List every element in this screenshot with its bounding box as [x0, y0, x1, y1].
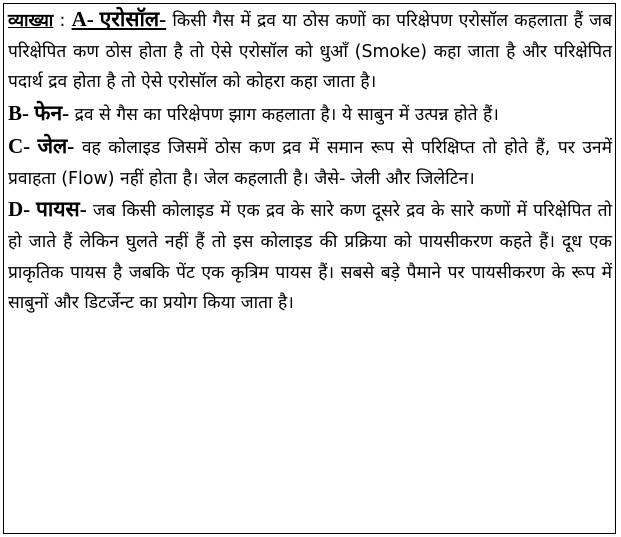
explanation-text — [8, 4, 612, 319]
foam-text: द्रव से गैस का परिक्षेपण झाग कहलाता है। ये साबुन में उत्पन्न होते हैं। — [69, 105, 499, 126]
emulsion-label: D- पायस- — [8, 197, 87, 222]
aerosol-text: किसी गैस में द्रव या ठोस कणों का परिक्षेपण एरोसॉल कहलाता हैं जब परिक्षेपित कण ठोस होता है तो ऐसे एरोसॉल को धुआँ (Smoke) कहा जाता है और परिक्षेपित पदार्थ द्रव होता है तो ऐसे एरोसॉल को कोहरा कहा जाता है। — [8, 11, 613, 93]
heading-colon: : — [53, 11, 72, 31]
emulsion-text: जब किसी कोलाइड में एक द्रव के सारे कण दूसरे द्रव के सारे कणों में परिक्षेपित तो हो जाते हैं लेकिन घुलते नहीं हैं तो इस कोलाइड की प्रक्रिया को पायसीकरण कहते हैं। दूध एक प्राकृतिक पायस है जबकि पेंट एक कृत्रिम पायस हैं। सबसे बड़े पैमाने पर पायसीकरण के रूप में साबुनों और डिटर्जेन्ट का प्रयोग किया जाता है। — [8, 201, 612, 314]
paragraph-b — [8, 98, 612, 131]
foam-label: B- फेन- — [8, 101, 70, 126]
gel-text: वह कोलाइड जिसमें ठोस कण द्रव में समान रूप से परिक्षिप्त तो होते हैं, पर उनमें प्रवाहता (Flow) नहीं होता है। जेल कहलाती है। जैसे- जेली और जिलेटिन। — [8, 137, 612, 189]
paragraph-c — [8, 131, 612, 194]
paragraph-a — [8, 4, 612, 98]
heading-label: व्याख्या — [8, 11, 54, 31]
paragraph-d — [8, 194, 612, 319]
gel-label: C- जेल- — [8, 133, 75, 158]
aerosol-label: A- एरोसॉल- — [71, 7, 167, 31]
